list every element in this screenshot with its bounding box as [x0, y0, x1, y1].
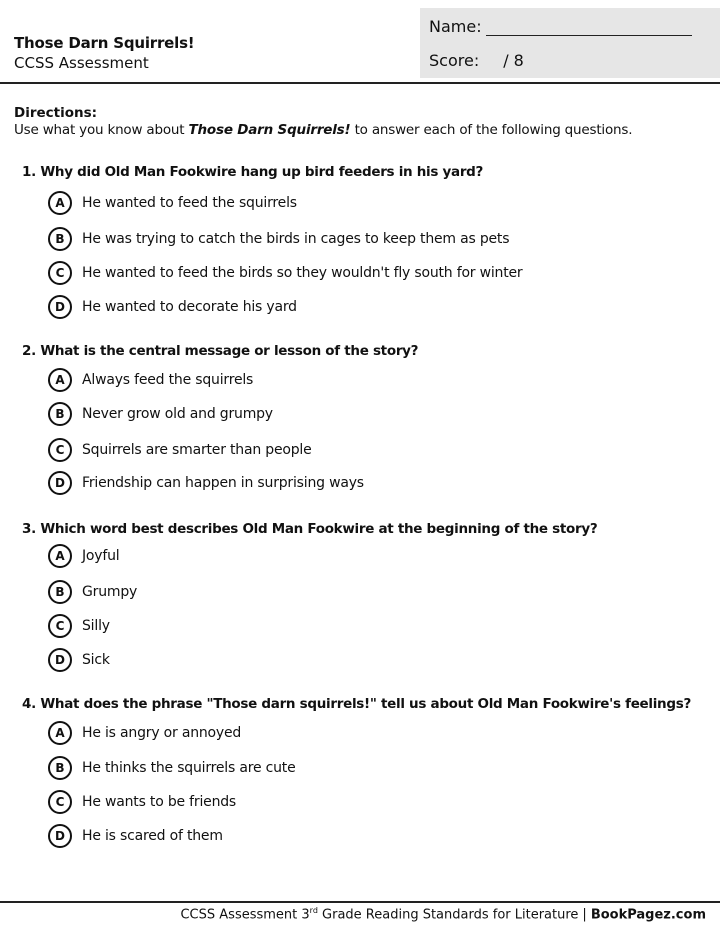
answer-option[interactable]: [48, 225, 509, 253]
answer-option[interactable]: [48, 612, 110, 640]
answer-option[interactable]: [48, 719, 241, 747]
answer-text: He thinks the squirrels are cute: [82, 760, 296, 776]
answer-bubble[interactable]: B: [48, 756, 72, 780]
question-text: 2. What is the central message or lesson of the story?: [22, 343, 419, 359]
answer-option[interactable]: [48, 366, 253, 394]
answer-bubble[interactable]: D: [48, 471, 72, 495]
answer-text: Joyful: [82, 548, 120, 564]
answer-bubble[interactable]: A: [48, 191, 72, 215]
footer-text-after: Grade Reading Standards for Literature: [317, 907, 579, 923]
answer-text: He wanted to decorate his yard: [82, 299, 297, 315]
footer-divider: [0, 901, 720, 903]
score-total: / 8: [503, 51, 524, 70]
answer-option[interactable]: [48, 646, 110, 674]
answer-bubble[interactable]: C: [48, 438, 72, 462]
worksheet-title: Those Darn Squirrels!: [14, 34, 195, 52]
directions-text-after: to answer each of the following questions.: [350, 122, 633, 138]
answer-option[interactable]: [48, 542, 119, 570]
question-text: 1. Why did Old Man Fookwire hang up bird feeders in his yard?: [22, 164, 484, 180]
answer-bubble[interactable]: D: [48, 824, 72, 848]
name-score-box: [420, 8, 720, 78]
worksheet-subtitle: CCSS Assessment: [14, 54, 149, 72]
header-divider: [0, 82, 720, 84]
answer-bubble[interactable]: B: [48, 580, 72, 604]
question-text: 3. Which word best describes Old Man Fookwire at the beginning of the story?: [22, 521, 598, 537]
answer-bubble[interactable]: C: [48, 261, 72, 285]
name-label: Name:: [429, 17, 482, 36]
answer-option[interactable]: [48, 822, 223, 850]
name-field[interactable]: [486, 18, 692, 36]
score-label: Score:: [429, 51, 480, 70]
answer-text: He is angry or annoyed: [82, 725, 242, 741]
directions-label: Directions:: [14, 105, 98, 121]
answer-bubble[interactable]: C: [48, 790, 72, 814]
answer-text: He wants to be friends: [82, 794, 237, 810]
answer-text: Grumpy: [82, 584, 138, 600]
answer-text: Always feed the squirrels: [82, 372, 254, 388]
answer-text: Sick: [82, 652, 110, 668]
directions-text-before: Use what you know about: [14, 122, 189, 138]
answer-option[interactable]: [48, 293, 297, 321]
footer-superscript: rd: [309, 906, 318, 915]
score-row: [429, 51, 524, 70]
answer-bubble[interactable]: D: [48, 295, 72, 319]
answer-option[interactable]: [48, 754, 296, 782]
answer-text: He was trying to catch the birds in cages to keep them as pets: [82, 231, 510, 247]
name-row: [429, 17, 692, 36]
directions: [14, 105, 632, 139]
answer-bubble[interactable]: B: [48, 227, 72, 251]
answer-option[interactable]: [48, 788, 236, 816]
answer-bubble[interactable]: B: [48, 402, 72, 426]
answer-text: Never grow old and grumpy: [82, 406, 273, 422]
answer-bubble[interactable]: A: [48, 544, 72, 568]
answer-option[interactable]: [48, 469, 364, 497]
answer-text: Squirrels are smarter than people: [82, 442, 312, 458]
answer-option[interactable]: [48, 259, 523, 287]
answer-text: He is scared of them: [82, 828, 223, 844]
answer-text: Friendship can happen in surprising ways: [82, 475, 364, 491]
footer-brand: BookPagez.com: [590, 907, 706, 923]
answer-option[interactable]: [48, 436, 312, 464]
answer-text: Silly: [82, 618, 110, 634]
answer-option[interactable]: [48, 400, 273, 428]
answer-text: He wanted to feed the birds so they wouldn't fly south for winter: [82, 265, 523, 281]
answer-option[interactable]: [48, 189, 297, 217]
answer-bubble[interactable]: D: [48, 648, 72, 672]
answer-bubble[interactable]: A: [48, 721, 72, 745]
worksheet-header: [0, 0, 720, 82]
directions-story-title: Those Darn Squirrels!: [188, 122, 351, 138]
footer-separator: |: [582, 907, 587, 923]
question-text: 4. What does the phrase "Those darn squirrels!" tell us about Old Man Fookwire's feelings?: [22, 696, 692, 712]
answer-bubble[interactable]: A: [48, 368, 72, 392]
answer-text: He wanted to feed the squirrels: [82, 195, 297, 211]
title-block: [14, 34, 194, 73]
answer-option[interactable]: [48, 578, 137, 606]
page-footer: [180, 906, 706, 922]
answer-bubble[interactable]: C: [48, 614, 72, 638]
directions-text: [14, 122, 632, 139]
footer-text-before: CCSS Assessment 3: [180, 907, 310, 923]
